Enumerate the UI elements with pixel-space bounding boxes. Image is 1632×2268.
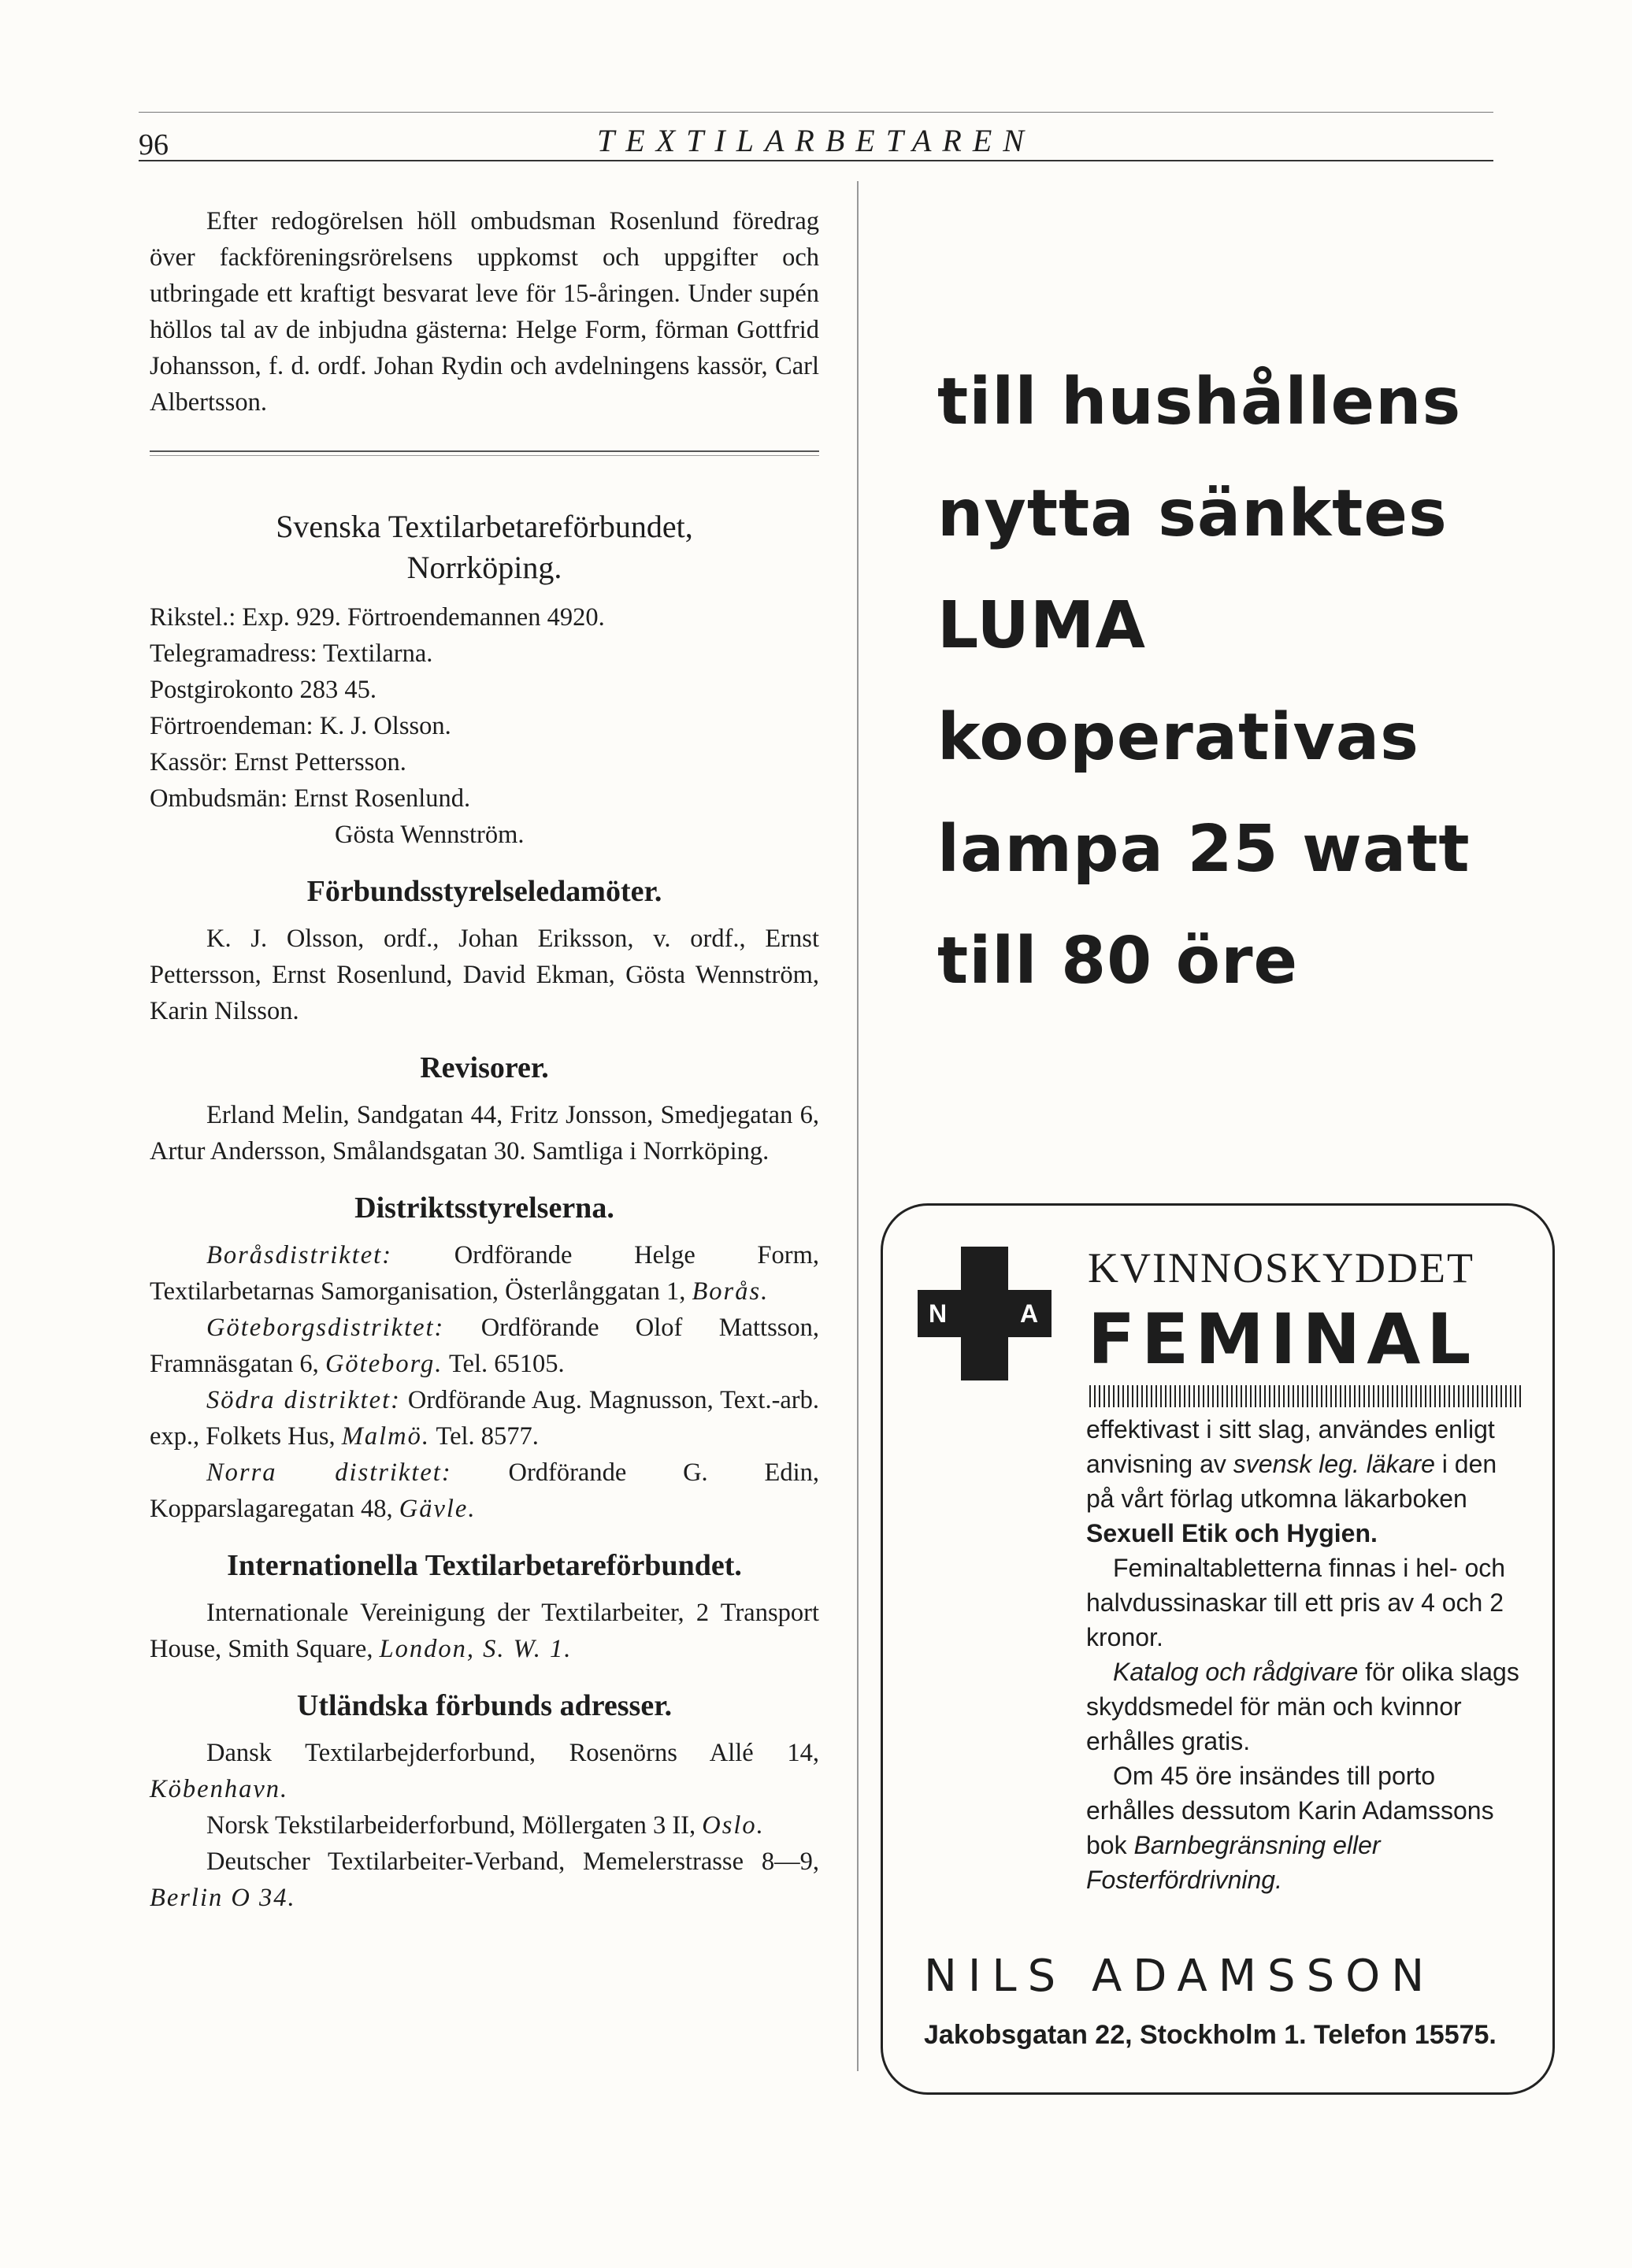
foreign-item bbox=[150, 1735, 819, 1807]
cross-letter: N bbox=[929, 1299, 948, 1328]
head-rule-top bbox=[139, 112, 1493, 113]
cross-logo-icon bbox=[918, 1247, 1052, 1380]
info-line: Rikstel.: Exp. 929. Förtroendemannen 4920. bbox=[150, 603, 605, 632]
ad-paragraph bbox=[1086, 1655, 1527, 1758]
intro-paragraph: Efter redogörelsen höll ombudsman Rosenlund föredrag över fackföreningsrörelsens uppkomst och uppgifter och utbringade ett kraftigt besvarat leve för 15-åringen. Under supén höllos tal av de inbjudna gästerna: Helge Form, förman Gottfrid Johansson, f. d. ordf. Johan Rydin och avdelningens kassör, Carl Albertsson. bbox=[150, 207, 819, 417]
left-column bbox=[150, 203, 819, 1916]
column-divider bbox=[857, 181, 859, 2071]
district-label: Göteborgsdistriktet: bbox=[206, 1314, 445, 1342]
ad-address: Jakobsgatan 22, Stockholm 1. Telefon 15575. bbox=[924, 2020, 1497, 2050]
district-item bbox=[150, 1310, 819, 1382]
ad-paragraph bbox=[1086, 1412, 1527, 1551]
ad-text-italic: Barnbegränsning eller Fosterfördrivning. bbox=[1086, 1831, 1381, 1894]
ad-paragraph: Feminaltabletterna finnas i hel- och halvdussinaskar till ett pris av 4 och 2 kronor. bbox=[1086, 1554, 1506, 1651]
district-text: Ordförande Aug. Magnusson, Text.-arb. exp., Folkets Hus, bbox=[150, 1386, 820, 1451]
running-title: TEXTILARBETAREN bbox=[597, 123, 1035, 158]
international-heading: Internationella Textilarbetareförbundet. bbox=[227, 1549, 742, 1582]
foreign-city: Berlin O 34. bbox=[150, 1884, 296, 1912]
ad-body bbox=[1086, 1412, 1527, 1897]
foreign-heading: Utländska förbunds adresser. bbox=[296, 1689, 673, 1722]
ad-text: i den på vårt förlag utkomna läkarboken bbox=[1086, 1450, 1497, 1513]
district-label: Boråsdistriktet: bbox=[206, 1241, 393, 1269]
union-info bbox=[150, 599, 819, 853]
board-paragraph: K. J. Olsson, ordf., Johan Eriksson, v. ordf., Ernst Pettersson, Ernst Rosenlund, David Ekman, Gösta Wennström, Karin Nilsson. bbox=[150, 925, 819, 1025]
districts-heading: Distriktsstyrelserna. bbox=[354, 1191, 614, 1225]
district-label: Södra distriktet: bbox=[206, 1386, 401, 1414]
foreign-text: Norsk Tekstilarbeiderforbund, Möllergaten 3 II, bbox=[206, 1811, 703, 1840]
info-line: Telegramadress: Textilarna. bbox=[150, 639, 433, 668]
luma-line: till hushållens bbox=[937, 365, 1462, 439]
decorative-bar-pattern bbox=[1089, 1385, 1524, 1407]
district-item bbox=[150, 1382, 819, 1455]
ad-text: Om 45 öre insändes till porto erhålles dessutom Karin Adamssons bok bbox=[1086, 1762, 1494, 1859]
ad-signature: NILS ADAMSSON bbox=[924, 1951, 1436, 2002]
head-rule bbox=[139, 160, 1493, 161]
district-text: Ordförande G. Edin, Kopparslagaregatan 48, bbox=[150, 1458, 819, 1523]
international-text: Internationale Vereinigung der Textilarbeiter, 2 Transport House, Smith Square, bbox=[150, 1599, 819, 1663]
ad-paragraph bbox=[1086, 1758, 1527, 1897]
district-city: Malmö. bbox=[341, 1422, 430, 1451]
ad-brand: FEMINAL bbox=[1088, 1299, 1478, 1380]
ad-text-italic: Katalog och rådgivare bbox=[1113, 1658, 1359, 1686]
luma-line: kooperativas bbox=[937, 700, 1419, 775]
district-tail: Tel. 8577. bbox=[429, 1422, 539, 1451]
foreign-text: Deutscher Textilarbeiter-Verband, Memelerstrasse 8—9, bbox=[206, 1847, 819, 1876]
international-city: London, S. W. 1. bbox=[379, 1635, 573, 1663]
auditors-heading: Revisorer. bbox=[420, 1051, 549, 1084]
ad-text: för olika slags skyddsmedel för män och kvinnor erhålles gratis. bbox=[1086, 1658, 1519, 1755]
ad-organization: KVINNOSKYDDET bbox=[1088, 1244, 1474, 1292]
union-title bbox=[150, 506, 819, 588]
district-text: Ordförande Helge Form, Textilarbetarnas Samorganisation, Österlånggatan 1, bbox=[150, 1241, 819, 1306]
foreign-city: Köbenhavn. bbox=[150, 1775, 289, 1803]
cross-letter: A bbox=[1020, 1299, 1039, 1328]
foreign-item bbox=[150, 1807, 819, 1844]
luma-line: nytta sänktes bbox=[937, 476, 1448, 551]
foreign-city: Oslo. bbox=[702, 1811, 765, 1840]
auditors-paragraph: Erland Melin, Sandgatan 44, Fritz Jonsson, Smedjegatan 6, Artur Andersson, Smålandsgatan 30. Samtliga i Norrköping. bbox=[150, 1101, 819, 1166]
section-separator bbox=[150, 450, 819, 456]
ad-text: effektivast i sitt slag, användes enligt anvisning av bbox=[1086, 1415, 1495, 1478]
luma-line: lampa 25 watt bbox=[937, 812, 1471, 887]
info-line: Postgirokonto 283 45. bbox=[150, 676, 377, 704]
district-city: Göteborg. bbox=[325, 1350, 443, 1378]
union-title-line1: Svenska Textilarbetareförbundet, bbox=[276, 509, 693, 544]
district-text: Ordförande Olof Mattsson, Framnäsgatan 6, bbox=[150, 1314, 819, 1378]
ad-text-italic: svensk leg. läkare bbox=[1233, 1450, 1435, 1478]
district-tail: Tel. 65105. bbox=[443, 1350, 565, 1378]
international-paragraph bbox=[150, 1595, 819, 1667]
foreign-item bbox=[150, 1844, 819, 1916]
book-title: Sexuell Etik och Hygien. bbox=[1086, 1519, 1378, 1547]
district-city: Borås. bbox=[692, 1277, 770, 1306]
foreign-text: Dansk Textilarbejderforbund, Rosenörns Allé 14, bbox=[206, 1739, 819, 1767]
board-heading: Förbundsstyrelseledamöter. bbox=[306, 875, 662, 908]
info-line: Kassör: Ernst Pettersson. bbox=[150, 748, 406, 776]
luma-line: till 80 öre bbox=[937, 924, 1299, 999]
district-item bbox=[150, 1237, 819, 1310]
info-line: Ombudsmän: Ernst Rosenlund. bbox=[150, 784, 471, 813]
district-item bbox=[150, 1455, 819, 1527]
district-label: Norra distriktet: bbox=[206, 1458, 452, 1487]
feminal-advertisement bbox=[881, 1203, 1555, 2095]
luma-line: LUMA bbox=[937, 588, 1146, 663]
union-title-line2: Norrköping. bbox=[406, 550, 562, 585]
district-city: Gävle. bbox=[399, 1495, 477, 1523]
info-line: Förtroendeman: K. J. Olsson. bbox=[150, 712, 451, 740]
page-number: 96 bbox=[139, 128, 169, 161]
info-line: Gösta Wennström. bbox=[335, 821, 525, 849]
luma-advertisement bbox=[937, 346, 1536, 1017]
